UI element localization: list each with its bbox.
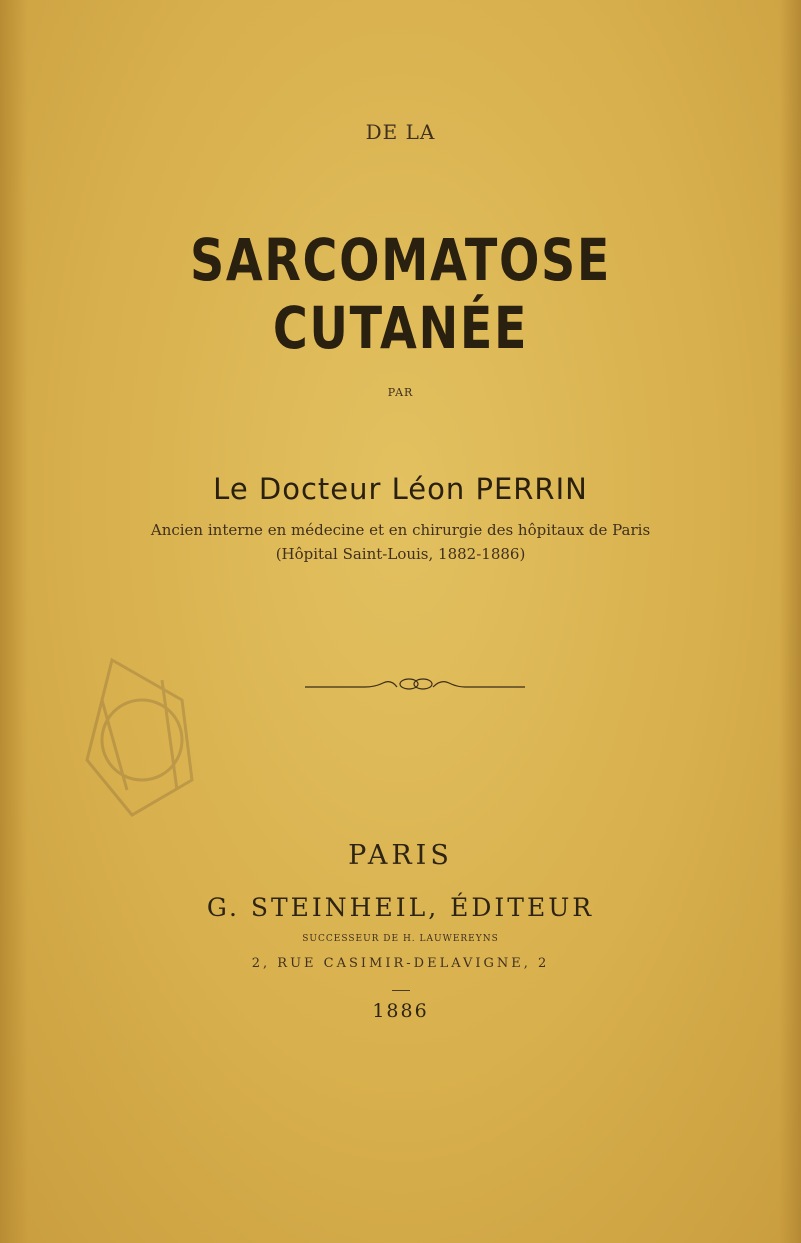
title-prefix: DE LA [365, 120, 436, 144]
publisher-successor: SUCCESSEUR DE H. LAUWEREYNS [302, 934, 499, 944]
author-affiliation: Ancien interne en médecine et en chirurgie des hôpitaux de Paris [150, 521, 651, 539]
publication-city: PARIS [348, 840, 453, 871]
by-label: PAR [387, 386, 414, 399]
page-edge-left [0, 0, 28, 1243]
library-stamp-icon [72, 640, 222, 825]
author-name: Le Docteur Léon PERRIN [213, 472, 588, 506]
publisher-address: 2, RUE CASIMIR-DELAVIGNE, 2 [251, 956, 550, 971]
page-edge-right [779, 0, 801, 1243]
decorative-rule-icon [305, 675, 525, 695]
publication-year: 1886 [372, 1000, 429, 1022]
author-hospital: (Hôpital Saint-Louis, 1882-1886) [275, 545, 526, 563]
divider [392, 990, 410, 991]
page-title: SARCOMATOSE CUTANÉE [189, 226, 612, 362]
publisher-name: G. STEINHEIL, ÉDITEUR [206, 893, 595, 922]
